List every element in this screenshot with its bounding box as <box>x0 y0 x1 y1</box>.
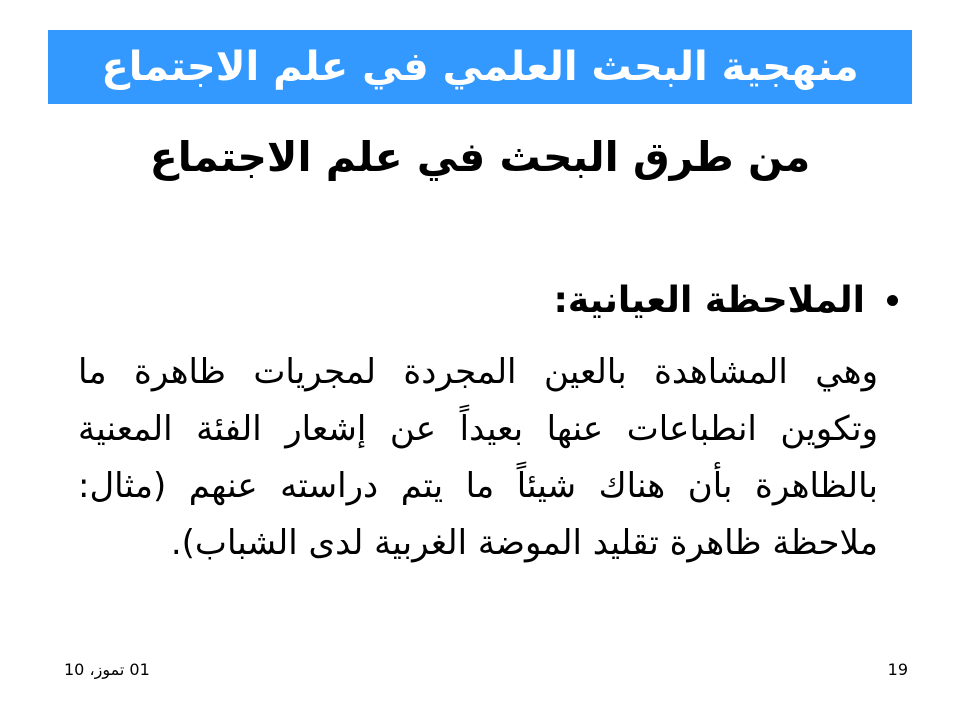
body-paragraph: وهي المشاهدة بالعين المجردة لمجريات ظاهرة ما وتكوين انطباعات عنها بعيداً عن إشعار الفئة المعنية بالظاهرة بأن هناك شيئاً ما يتم دراسته عنهم (مثال: ملاحظة ظاهرة تقليد الموضة الغربية لدى الشباب). <box>78 352 878 563</box>
slide-title: منهجية البحث العلمي في علم الاجتماع <box>101 44 859 90</box>
bullet-icon <box>887 295 898 306</box>
bullet-item <box>78 270 898 330</box>
footer-date: 01 تموز، 10 <box>64 660 150 679</box>
bullet-heading: الملاحظة العيانية: <box>553 279 865 321</box>
page-number: 19 <box>887 660 908 679</box>
title-banner <box>48 30 912 104</box>
slide-subtitle: من طرق البحث في علم الاجتماع <box>149 133 811 181</box>
